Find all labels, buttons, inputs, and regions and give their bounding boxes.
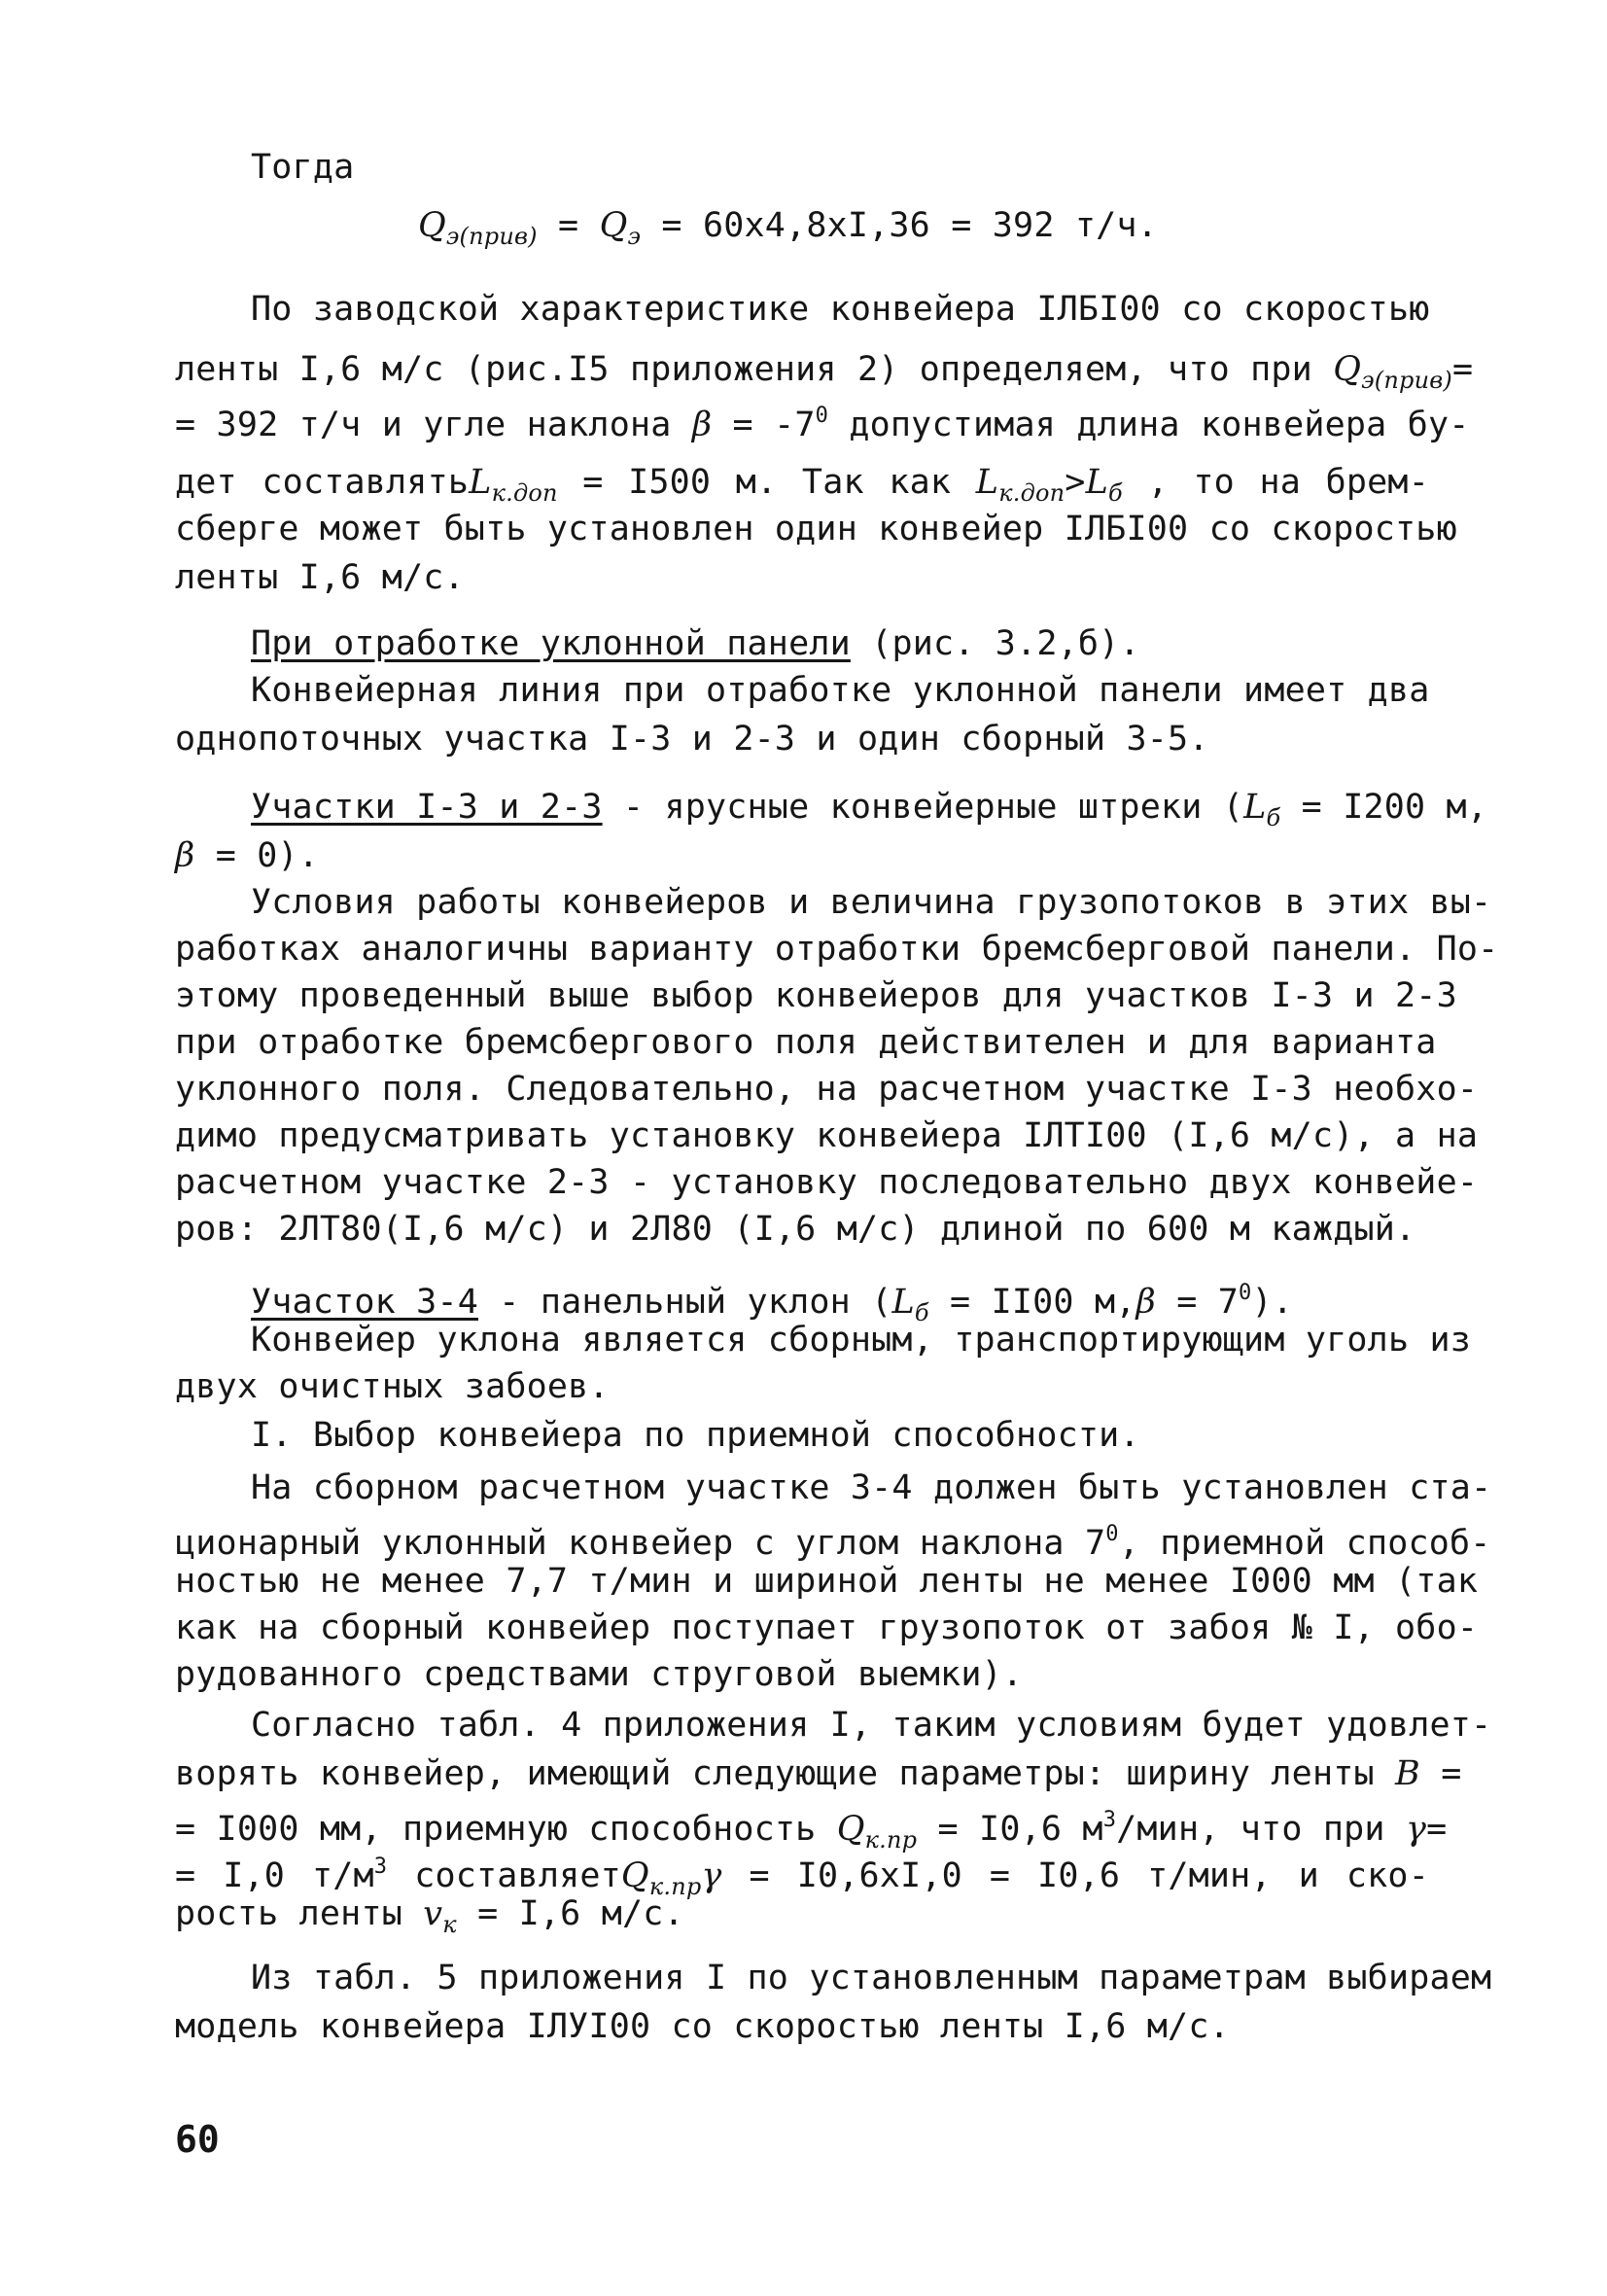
paragraph-line: димо предусматривать установку конвейера IЛТI00 (I,6 м/с), а на — [175, 1116, 1479, 1155]
paragraph-line: ленты I,6 м/с. — [175, 558, 465, 597]
paragraph-line: ворять конвейер, имеющий следующие параметры: ширину ленты B = — [175, 1754, 1462, 1793]
paragraph-line: На сборном расчетном участке 3-4 должен быть установлен ста- — [251, 1468, 1492, 1507]
paragraph-line: = I,0 $т/м^3$ составляетQ$_{к.пр}$γ = I0,6хI,0 = I0,6 т/мин, и ско- — [175, 1854, 1429, 1900]
paragraph-line: сберге может быть установлен один конвейер IЛБI00 со скоростью — [175, 510, 1457, 548]
paragraph-line: расчетном участке 2-3 - установку последовательно двух конвейе- — [175, 1163, 1479, 1202]
paragraph-line: дет составлятьL$_{к.доп}$ = I500 м. Так как $L_{к.доп}>L_б$ , то на брем- — [175, 463, 1429, 507]
paragraph-line: рудованного средствами струговой выемки). — [175, 1655, 1024, 1694]
paragraph-line: двух очистных забоев. — [175, 1367, 610, 1406]
paragraph-line: работках аналогичны варианту отработки бремсберговой панели. По- — [175, 930, 1499, 969]
paragraph-line: модель конвейера IЛУI00 со скоростью ленты I,6 м/с. — [175, 2007, 1230, 2046]
word-then: Тогда — [251, 148, 355, 187]
paragraph-line: рость ленты $v_к = I,6$ м/с. — [175, 1894, 684, 1938]
paragraph-line: как на сборный конвейер поступает грузопоток от забоя № I, обо- — [175, 1608, 1479, 1647]
paragraph-line: при отработке бремсбергового поля действителен и для варианта — [175, 1023, 1437, 1062]
page-number: 60 — [175, 2118, 220, 2161]
paragraph-line: ционарный уклонный конвейер с углом наклона $7^0$, приемной способ- — [175, 1522, 1491, 1563]
paragraph-line: β = 0). — [175, 836, 320, 875]
paragraph-line: Согласно табл. 4 приложения I, таким условиям будет удовлет- — [251, 1706, 1492, 1745]
formula-throughput: $Q_{э(прив)} = Q_э = 60х4,8хI,36 = 392$ т/ч. — [418, 206, 1158, 250]
paragraph-line: Конвейер уклона является сборным, транспортирующим уголь из — [251, 1321, 1472, 1360]
section-heading: При отработке уклонной панели (рис. 3.2,б). — [251, 624, 1140, 663]
paragraph-line: Условия работы конвейеров и величина грузопотоков в этих вы- — [251, 883, 1492, 922]
paragraph-line: однопоточных участка I-3 и 2-3 и один сборный 3-5. — [175, 720, 1209, 759]
paragraph-line: = I000 мм, приемную способность $Q_{к.пр} = I0,6$ $м^3$/мин, что при γ= — [175, 1808, 1448, 1854]
paragraph-line: ленты I,6 м/с (рис.I5 приложения 2) определяем, что при $Q_{э(прив)}=$ — [175, 350, 1474, 394]
paragraph-line: = 392 т/ч и угле наклона $\beta = -7^0$ допустимая длина конвейера бу- — [175, 404, 1470, 444]
paragraph-line: этому проведенный выше выбор конвейеров для участков I-3 и 2-3 — [175, 976, 1457, 1015]
paragraph-line: Из табл. 5 приложения I по установленным параметрам выбираем — [251, 1959, 1492, 1997]
paragraph-line: уклонного поля. Следовательно, на расчетном участке I-3 необхо- — [175, 1070, 1479, 1109]
paragraph-line: ностью не менее 7,7 т/мин и шириной ленты не менее I000 мм (так — [175, 1562, 1479, 1601]
section-heading: Участки I-3 и 2-3 - ярусные конвейерные штреки ($L_б = I200$ м, — [251, 788, 1488, 831]
paragraph-line: Конвейерная линия при отработке уклонной панели имеет два — [251, 671, 1430, 710]
paragraph-line: По заводской характеристике конвейера IЛБI00 со скоростью — [251, 290, 1430, 329]
paragraph-line: I. Выбор конвейера по приемной способности. — [251, 1416, 1140, 1455]
section-heading: Участок 3-4 - панельный уклон ($L_б = II00$ $м,\beta = 7^0$). — [251, 1281, 1294, 1326]
paragraph-line: ров: 2ЛТ80(I,6 м/с) и 2Л80 (I,6 м/с) длиной по 600 м каждый. — [175, 1210, 1416, 1249]
